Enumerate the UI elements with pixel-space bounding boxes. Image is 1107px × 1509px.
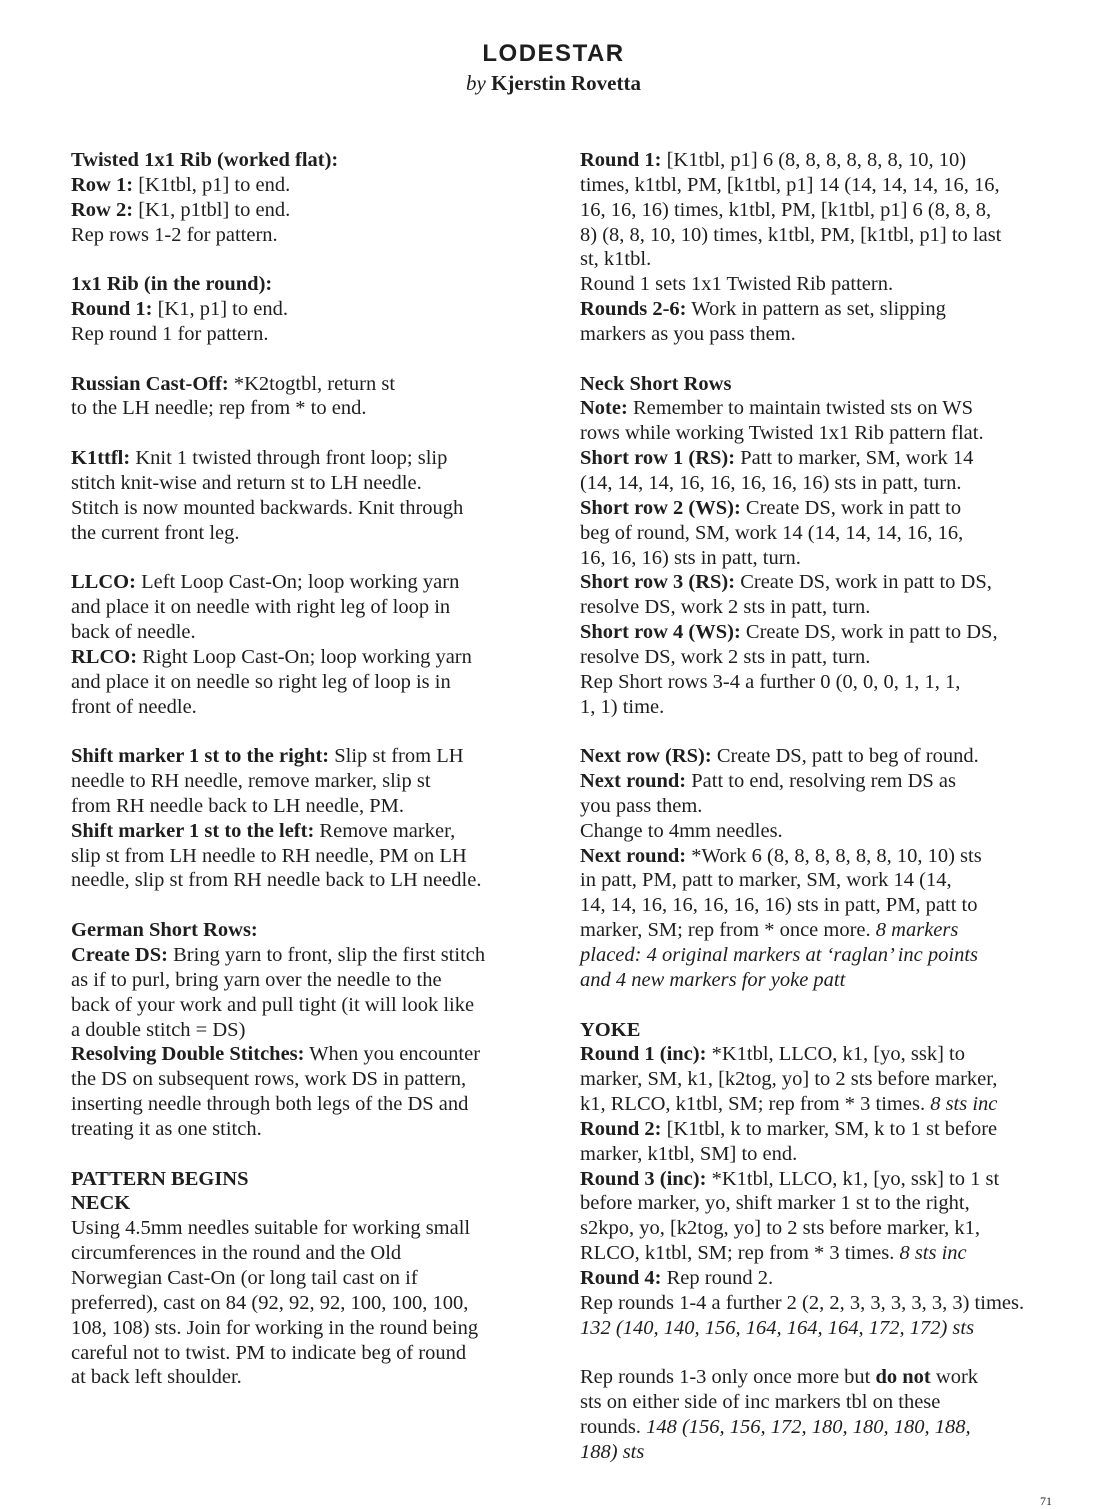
text-line (71, 1266, 553, 1291)
bold-term: Short row 4 (WS): (580, 621, 741, 644)
byline (0, 70, 1107, 96)
text-run: *Work 6 (8, 8, 8, 8, 8, 8, 10, 10) sts (691, 844, 982, 867)
instruction-section (580, 1018, 1062, 1341)
text-line (71, 1365, 553, 1390)
text-line (580, 1216, 1062, 1241)
text-line (71, 322, 553, 347)
text-line (71, 819, 553, 844)
text-line (71, 148, 553, 173)
byline-prefix: by (466, 71, 486, 95)
bold-term: 1x1 Rib (in the round): (71, 273, 273, 296)
bold-term: Rounds 2-6: (580, 298, 687, 321)
text-line (580, 620, 1062, 645)
text-line (71, 372, 553, 397)
text-run: [K1tbl, p1] 6 (8, 8, 8, 8, 8, 8, 10, 10) (666, 149, 967, 171)
instruction-section (71, 570, 553, 719)
text-line (71, 670, 553, 695)
text-run: stitch knit-wise and return st to LH needle. (71, 471, 422, 494)
text-line (580, 844, 1062, 869)
bold-term: Shift marker 1 st to the right: (71, 745, 330, 768)
text-run: Bring yarn to front, slip the first stitch (173, 944, 486, 966)
text-line (71, 1316, 553, 1341)
text-run: slip st from LH needle to RH needle, PM on LH (71, 844, 467, 867)
text-line (580, 247, 1062, 272)
text-run: marker, SM, k1, [k2tog, yo] to 2 sts before marker, (580, 1068, 998, 1091)
text-line (580, 1117, 1062, 1142)
text-line (71, 570, 553, 595)
text-run: resolve DS, work 2 sts in patt, turn. (580, 645, 871, 668)
text-line (71, 794, 553, 819)
text-line (580, 223, 1062, 248)
text-line (580, 521, 1062, 546)
bold-term: Next round: (580, 770, 687, 793)
text-run: Rep rounds 1-3 only once more but (580, 1366, 871, 1389)
text-run: Norwegian Cast-On (or long tail cast on if (71, 1266, 418, 1289)
text-run: 108, 108) sts. Join for working in the round being (71, 1316, 479, 1339)
text-run: Work in pattern as set, slipping (691, 298, 946, 321)
text-line (580, 421, 1062, 446)
text-run: [K1tbl, k to marker, SM, k to 1 st before (666, 1117, 998, 1140)
text-run: 16, 16, 16) times, k1tbl, PM, [k1tbl, p1] 6 (8, 8, 8, (580, 198, 992, 221)
right-column (580, 148, 1062, 1490)
text-line (580, 1291, 1062, 1316)
text-run: 1, 1) time. (580, 695, 665, 718)
text-line (580, 1018, 1062, 1043)
text-line (580, 372, 1062, 397)
text-run: careful not to twist. PM to indicate beg of round (71, 1341, 467, 1364)
text-run: Create DS, work in patt to DS, (740, 571, 992, 594)
bold-term: Next row (RS): (580, 745, 712, 768)
text-line (71, 993, 553, 1018)
text-run: *K1tbl, LLCO, k1, [yo, ssk] to (711, 1043, 965, 1066)
text-line (71, 173, 553, 198)
text-run: back of your work and pull tight (it will look like (71, 993, 475, 1016)
text-run: 8) (8, 8, 10, 10) times, k1tbl, PM, [k1tbl, p1] to last (580, 223, 1002, 246)
text-line (71, 918, 553, 943)
bold-term: Round 1: (580, 149, 662, 171)
text-run: Rep round 1 for pattern. (71, 322, 269, 345)
text-line (580, 819, 1062, 844)
text-run: before marker, yo, shift marker 1 st to the right, (580, 1192, 970, 1215)
text-line (580, 769, 1062, 794)
instruction-section (71, 148, 553, 247)
text-run: 16, 16, 16) sts in patt, turn. (580, 546, 801, 569)
bold-term: NECK (71, 1192, 131, 1215)
text-run: Using 4.5mm needles suitable for working small (71, 1217, 471, 1240)
text-line (71, 496, 553, 521)
text-line (71, 1042, 553, 1067)
text-run: *K1tbl, LLCO, k1, [yo, ssk] to 1 st (711, 1167, 1000, 1190)
text-run: Patt to end, resolving rem DS as (691, 770, 957, 793)
text-line (580, 1092, 1062, 1117)
instruction-section (71, 744, 553, 893)
bold-term: Round 1: (71, 298, 153, 321)
italic-note: 188) sts (580, 1440, 645, 1463)
text-line (580, 396, 1062, 421)
bold-term: Round 3 (inc): (580, 1167, 707, 1190)
text-run: *K2togtbl, return st (233, 372, 396, 395)
text-line (71, 1117, 553, 1142)
bold-term: Short row 2 (WS): (580, 496, 741, 519)
text-run: 14, 14, 16, 16, 16, 16, 16) sts in patt, PM, patt to (580, 894, 978, 917)
text-line (580, 645, 1062, 670)
italic-note: 8 sts inc (930, 1093, 998, 1116)
text-line (71, 620, 553, 645)
bold-term: Resolving Double Stitches: (71, 1043, 305, 1066)
text-line (71, 1341, 553, 1366)
text-run: s2kpo, yo, [k2tog, yo] to 2 sts before marker, k1, (580, 1217, 981, 1240)
bold-term: Russian Cast-Off: (71, 372, 229, 395)
text-run: [K1tbl, p1] to end. (138, 173, 291, 196)
text-run: Left Loop Cast-On; loop working yarn (141, 571, 460, 594)
italic-note: 148 (156, 156, 172, 180, 180, 180, 188, (646, 1416, 971, 1439)
text-run: in patt, PM, patt to marker, SM, work 14 (14, (580, 869, 952, 892)
text-run: the DS on subsequent rows, work DS in pattern, (71, 1068, 467, 1091)
text-line (71, 595, 553, 620)
text-run: marker, k1tbl, SM] to end. (580, 1142, 798, 1165)
instruction-section (580, 148, 1062, 347)
text-run: (14, 14, 14, 16, 16, 16, 16, 16) sts in patt, turn. (580, 471, 962, 494)
author-name: Kjerstin Rovetta (491, 71, 641, 95)
text-line (71, 471, 553, 496)
instruction-section (71, 1167, 553, 1391)
bold-term: YOKE (580, 1018, 641, 1041)
text-run: Round 1 sets 1x1 Twisted Rib pattern. (580, 273, 894, 296)
text-line (580, 1440, 1062, 1465)
italic-note: 8 sts inc (899, 1242, 967, 1265)
bold-term: Create DS: (71, 944, 168, 966)
text-run: Remember to maintain twisted sts on WS (632, 397, 974, 420)
text-line (580, 297, 1062, 322)
text-line (71, 198, 553, 223)
italic-note: 8 markers (875, 919, 959, 942)
text-line (580, 1266, 1062, 1291)
text-run: inserting needle through both legs of the DS and (71, 1093, 469, 1116)
text-run: times, k1tbl, PM, [k1tbl, p1] 14 (14, 14, 14, 16, 16, (580, 173, 1000, 196)
left-column (71, 148, 553, 1415)
bold-term: LLCO: (71, 571, 136, 594)
text-line (580, 173, 1062, 198)
text-line (71, 769, 553, 794)
instruction-section (580, 1365, 1062, 1464)
text-line (71, 968, 553, 993)
text-line (580, 322, 1062, 347)
text-line (71, 223, 553, 248)
instruction-section (71, 446, 553, 545)
text-line (580, 670, 1062, 695)
text-run: and place it on needle so right leg of loop is in (71, 670, 451, 693)
italic-note: placed: 4 original markers at ‘raglan’ inc points (580, 944, 979, 966)
text-run: When you encounter (309, 1043, 481, 1066)
text-run: from RH needle back to LH needle, PM. (71, 794, 405, 817)
text-line (580, 943, 1062, 968)
text-line (580, 1241, 1062, 1266)
text-line (580, 272, 1062, 297)
text-line (580, 570, 1062, 595)
bold-term: Round 1 (inc): (580, 1043, 707, 1066)
text-run: as if to purl, bring yarn over the needle to the (71, 968, 442, 991)
text-run: Rep rounds 1-4 a further 2 (2, 2, 3, 3, 3, 3, 3, 3) times. (580, 1291, 1025, 1314)
text-line (71, 1291, 553, 1316)
text-line (580, 1067, 1062, 1092)
text-run: markers as you pass them. (580, 322, 796, 345)
text-run: beg of round, SM, work 14 (14, 14, 14, 16, 16, (580, 521, 964, 544)
bold-term: Row 2: (71, 198, 134, 221)
text-line (71, 1067, 553, 1092)
pattern-header (0, 38, 1107, 96)
text-run: Rep Short rows 3-4 a further 0 (0, 0, 0, 1, 1, 1, (580, 670, 961, 693)
text-run: to the LH needle; rep from * to end. (71, 397, 367, 420)
text-run: marker, SM; rep from * once more. (580, 919, 871, 942)
text-line (71, 1018, 553, 1043)
bold-term: RLCO: (71, 645, 138, 668)
text-line (71, 868, 553, 893)
text-line (580, 868, 1062, 893)
text-run: and place it on needle with right leg of loop in (71, 596, 451, 619)
text-run: [K1, p1] to end. (157, 298, 288, 321)
bold-term: Next round: (580, 844, 687, 867)
bold-term: Short row 1 (RS): (580, 447, 736, 470)
bold-term: Round 4: (580, 1266, 662, 1289)
instruction-section (71, 272, 553, 347)
bold-term: K1ttfl: (71, 447, 131, 470)
text-line (71, 446, 553, 471)
text-run: resolve DS, work 2 sts in patt, turn. (580, 596, 871, 619)
text-run: front of needle. (71, 695, 197, 718)
text-run: preferred), cast on 84 (92, 92, 92, 100, 100, 100, (71, 1291, 469, 1314)
text-run: needle, slip st from RH needle back to LH needle. (71, 869, 482, 892)
text-line (580, 595, 1062, 620)
text-run: Create DS, work in patt to (745, 496, 962, 519)
text-run: [K1, p1tbl] to end. (138, 198, 291, 221)
text-run: Change to 4mm needles. (580, 819, 783, 842)
text-run: Rep rows 1-2 for pattern. (71, 223, 278, 246)
text-line (580, 968, 1062, 993)
text-run: rounds. (580, 1416, 641, 1439)
text-run: Patt to marker, SM, work 14 (740, 447, 974, 470)
text-line (71, 1216, 553, 1241)
text-line (580, 695, 1062, 720)
text-line (580, 1316, 1062, 1341)
bold-term: PATTERN BEGINS (71, 1167, 249, 1190)
text-line (580, 1390, 1062, 1415)
bold-term: German Short Rows: (71, 919, 258, 942)
text-line (580, 1042, 1062, 1067)
text-line (580, 198, 1062, 223)
text-line (71, 272, 553, 297)
text-line (71, 645, 553, 670)
instruction-section (580, 744, 1062, 992)
text-line (580, 446, 1062, 471)
text-line (71, 1241, 553, 1266)
text-run: you pass them. (580, 794, 703, 817)
bold-term: Twisted 1x1 Rib (worked flat): (71, 149, 339, 171)
text-line (580, 918, 1062, 943)
italic-note: 132 (140, 140, 156, 164, 164, 164, 172, 172) sts (580, 1316, 975, 1339)
text-line (580, 1365, 1062, 1390)
bold-term: Neck Short Rows (580, 372, 732, 395)
text-run: rows while working Twisted 1x1 Rib pattern flat. (580, 422, 984, 445)
text-run: at back left shoulder. (71, 1366, 242, 1389)
text-line (71, 521, 553, 546)
text-line (71, 744, 553, 769)
text-line (580, 794, 1062, 819)
text-run: Create DS, patt to beg of round. (716, 745, 979, 768)
text-run: back of needle. (71, 621, 196, 644)
text-run: circumferences in the round and the Old (71, 1242, 402, 1265)
text-line (580, 744, 1062, 769)
text-line (71, 1092, 553, 1117)
text-line (580, 1191, 1062, 1216)
text-run: a double stitch = DS) (71, 1018, 246, 1041)
text-run: Rep round 2. (666, 1266, 774, 1289)
text-line (71, 695, 553, 720)
bold-term: do not (875, 1366, 931, 1389)
text-run: RLCO, k1tbl, SM; rep from * 3 times. (580, 1242, 895, 1265)
italic-note: and 4 new markers for yoke patt (580, 968, 846, 991)
bold-term: Row 1: (71, 173, 134, 196)
text-line (71, 943, 553, 968)
text-run: the current front leg. (71, 521, 240, 544)
text-run: Right Loop Cast-On; loop working yarn (142, 645, 472, 668)
text-line (580, 546, 1062, 571)
text-run: work (935, 1366, 979, 1389)
text-run: Create DS, work in patt to DS, (745, 621, 998, 644)
bold-term: Note: (580, 397, 628, 420)
bold-term: Round 2: (580, 1117, 662, 1140)
instruction-section (71, 372, 553, 422)
bold-term: Short row 3 (RS): (580, 571, 736, 594)
text-run: st, k1tbl. (580, 248, 652, 271)
text-line (580, 1167, 1062, 1192)
text-run: Stitch is now mounted backwards. Knit through (71, 496, 464, 519)
text-line (580, 471, 1062, 496)
text-run: Slip st from LH (334, 745, 464, 768)
text-line (71, 844, 553, 869)
text-run: sts on either side of inc markers tbl on these (580, 1391, 941, 1414)
text-line (580, 148, 1062, 173)
pattern-title: LODESTAR (482, 40, 625, 67)
text-line (71, 1191, 553, 1216)
text-line (580, 1142, 1062, 1167)
text-line (71, 396, 553, 421)
text-line (580, 1415, 1062, 1440)
text-run: Knit 1 twisted through front loop; slip (135, 447, 448, 470)
text-run: k1, RLCO, k1tbl, SM; rep from * 3 times. (580, 1093, 926, 1116)
instruction-section (71, 918, 553, 1142)
text-run: Remove marker, (319, 819, 456, 842)
text-line (71, 297, 553, 322)
text-line (580, 893, 1062, 918)
instruction-section (580, 372, 1062, 720)
text-line (71, 1167, 553, 1192)
text-run: needle to RH needle, remove marker, slip st (71, 770, 431, 793)
bold-term: Shift marker 1 st to the left: (71, 819, 315, 842)
text-line (580, 496, 1062, 521)
text-run: treating it as one stitch. (71, 1117, 262, 1140)
page-number: 71 (1040, 1494, 1052, 1508)
